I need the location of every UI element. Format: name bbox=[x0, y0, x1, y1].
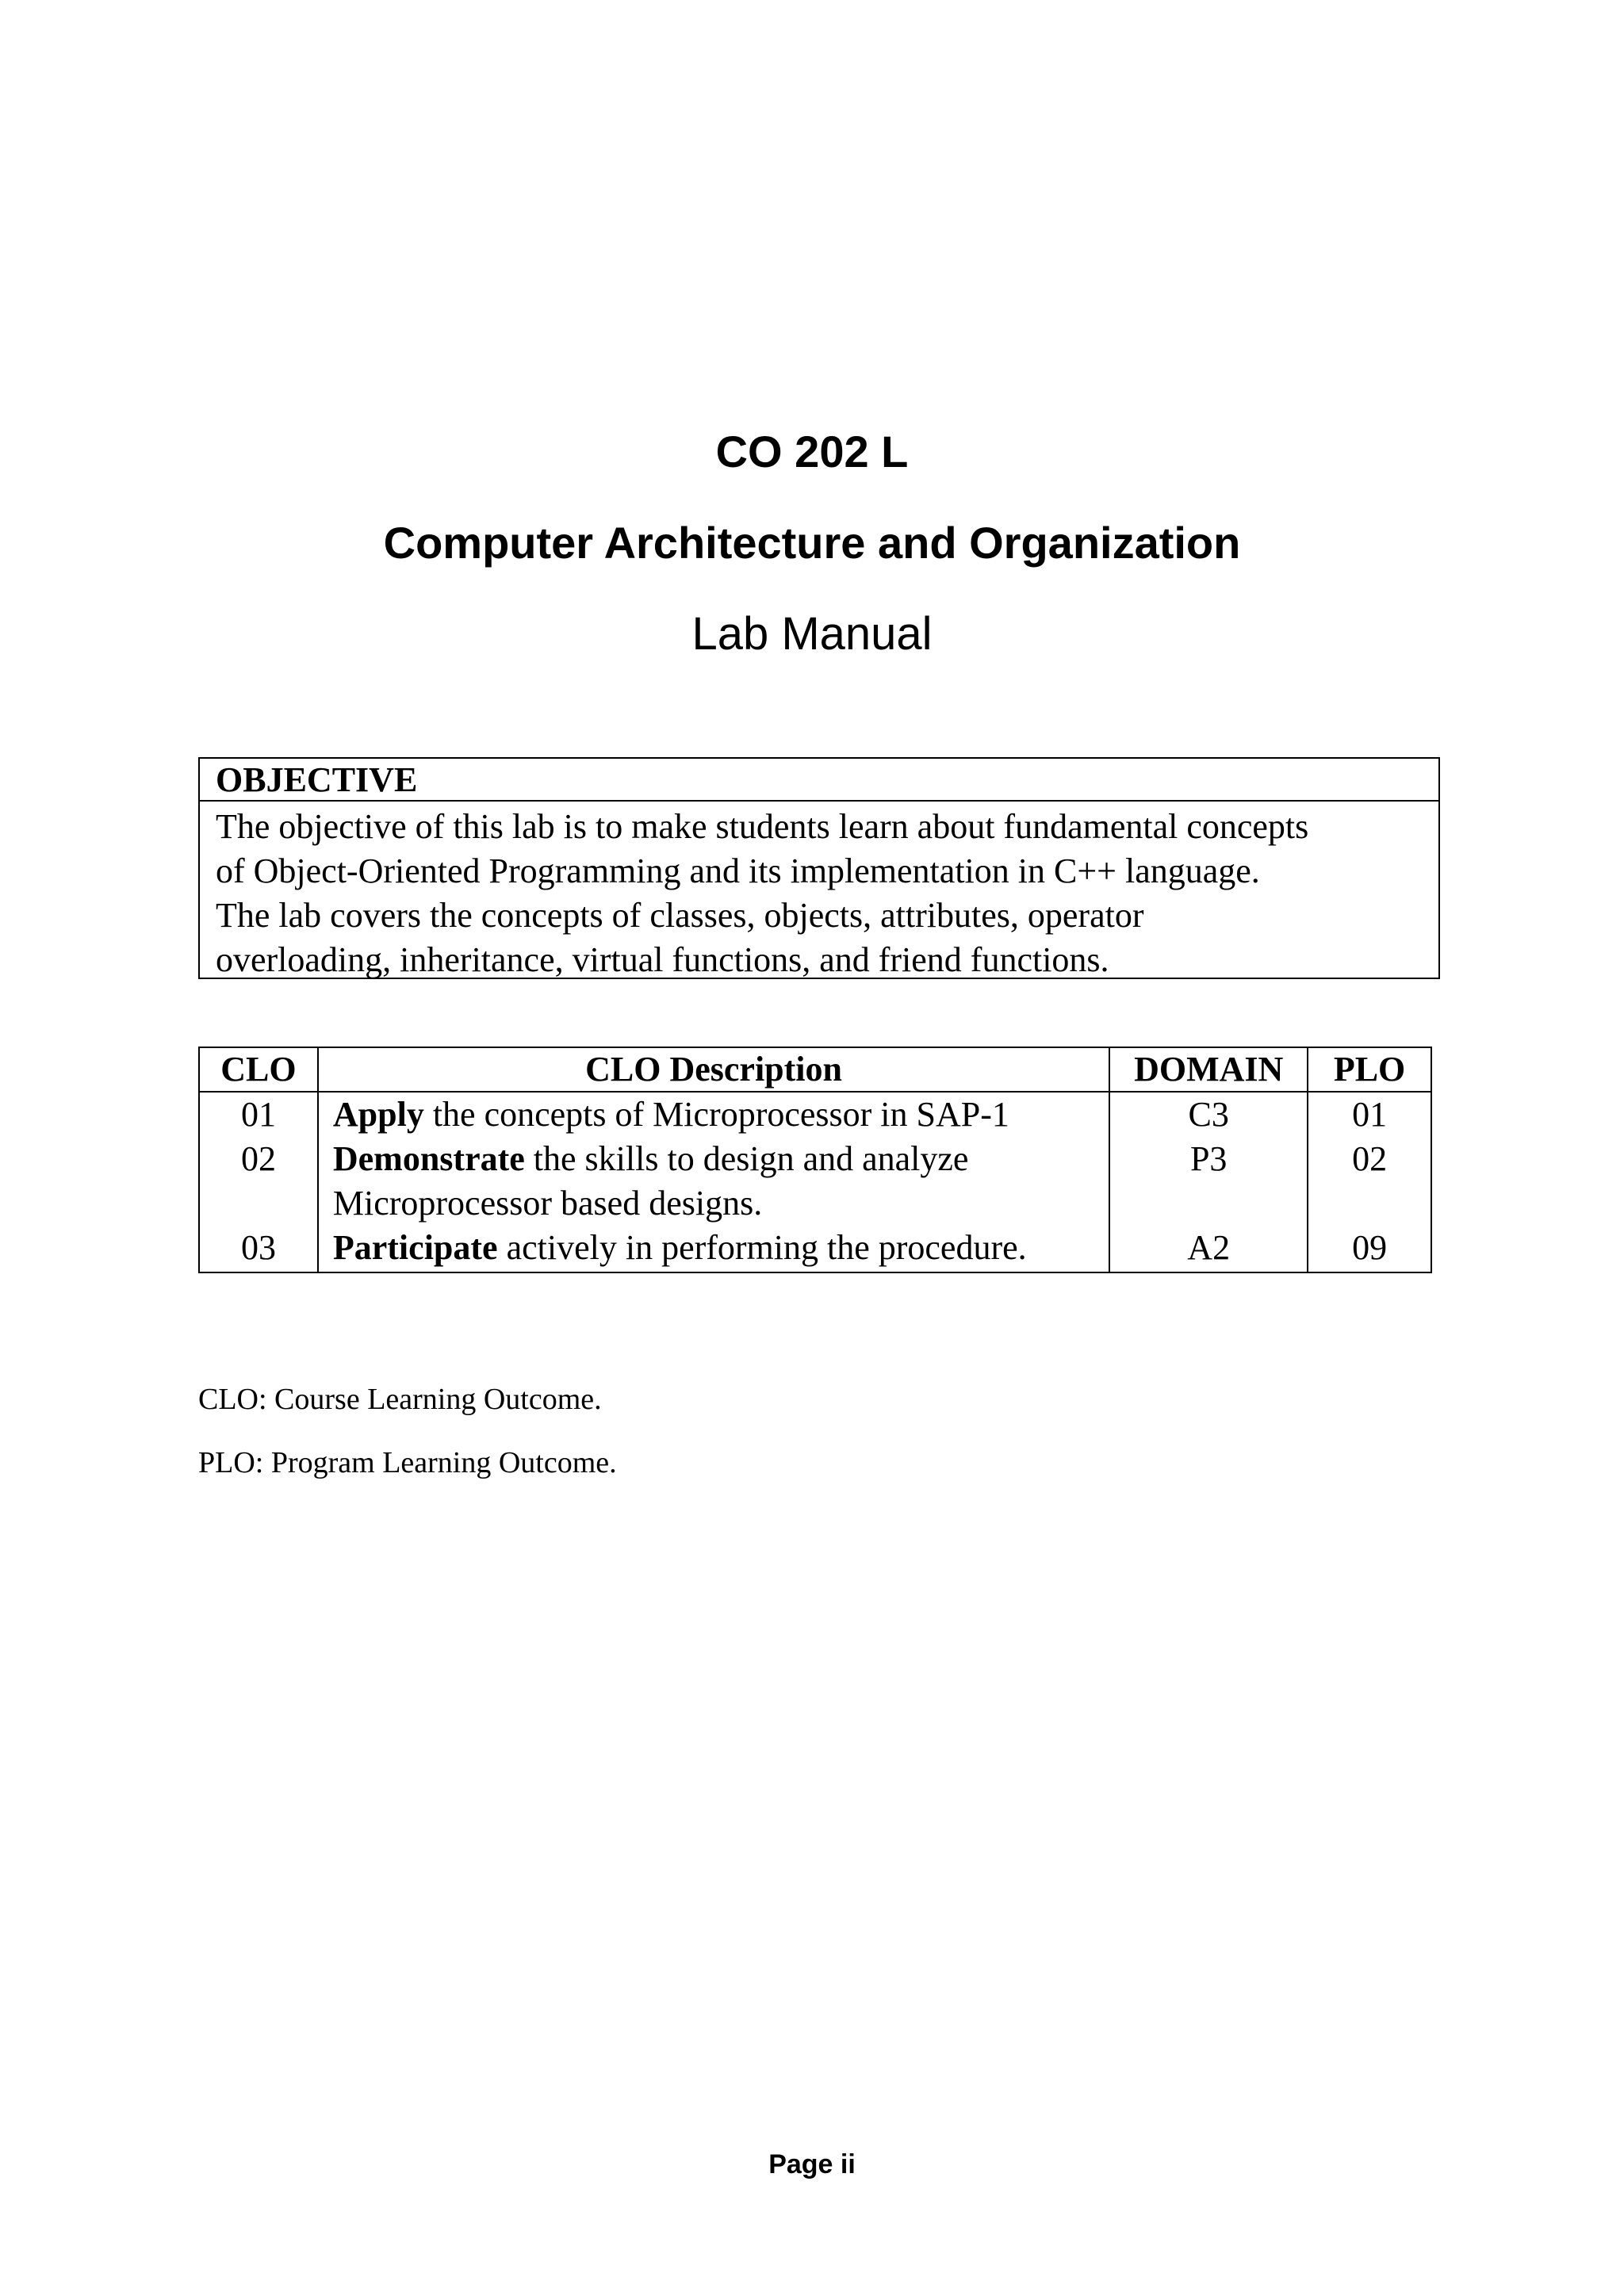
objective-line: The objective of this lab is to make students learn about fundamental concepts bbox=[216, 807, 1309, 846]
clo-description-text: the concepts of Microprocessor in SAP-1 bbox=[423, 1095, 1009, 1134]
clo-verb: Apply bbox=[332, 1095, 424, 1134]
table-header-row bbox=[199, 1047, 1431, 1092]
document-type: Lab Manual bbox=[691, 608, 933, 660]
objective-line: overloading, inheritance, virtual functions, and friend functions. bbox=[216, 940, 1109, 979]
course-code: CO 202 L bbox=[715, 427, 909, 476]
clo-description-text: actively in performing the procedure. bbox=[497, 1228, 1027, 1267]
clo-description bbox=[318, 1092, 1109, 1137]
clo-description-text: the skills to design and analyze Microprocessor based designs. bbox=[332, 1139, 969, 1223]
header-domain: DOMAIN bbox=[1109, 1047, 1308, 1092]
clo-number: 03 bbox=[199, 1226, 318, 1272]
clo-table bbox=[198, 1047, 1432, 1273]
header-clo: CLO bbox=[199, 1047, 318, 1092]
clo-description bbox=[318, 1226, 1109, 1272]
clo-verb: Demonstrate bbox=[332, 1139, 525, 1178]
table-row bbox=[199, 1137, 1431, 1226]
clo-plo: 01 bbox=[1308, 1092, 1431, 1137]
clo-description bbox=[318, 1137, 1109, 1226]
objective-box bbox=[198, 757, 1440, 979]
objective-line: of Object-Oriented Programming and its implementation in C++ language. bbox=[216, 851, 1260, 890]
header-plo: PLO bbox=[1308, 1047, 1431, 1092]
clo-plo: 02 bbox=[1308, 1137, 1431, 1226]
page-number: Page ii bbox=[768, 2149, 856, 2179]
clo-plo: 09 bbox=[1308, 1226, 1431, 1272]
header-clo-description: CLO Description bbox=[318, 1047, 1109, 1092]
table-row bbox=[199, 1226, 1431, 1272]
clo-number: 01 bbox=[199, 1092, 318, 1137]
clo-domain: P3 bbox=[1109, 1137, 1308, 1226]
clo-verb: Participate bbox=[332, 1228, 498, 1267]
clo-domain: C3 bbox=[1109, 1092, 1308, 1137]
plo-definition-note: PLO: Program Learning Outcome. bbox=[198, 1446, 617, 1479]
course-title: Computer Architecture and Organization bbox=[383, 518, 1241, 568]
objective-text bbox=[200, 802, 1438, 982]
clo-domain: A2 bbox=[1109, 1226, 1308, 1272]
clo-number: 02 bbox=[199, 1137, 318, 1226]
objective-heading: OBJECTIVE bbox=[200, 759, 1438, 802]
table-row bbox=[199, 1092, 1431, 1137]
objective-line: The lab covers the concepts of classes, objects, attributes, operator bbox=[216, 896, 1144, 935]
clo-definition-note: CLO: Course Learning Outcome. bbox=[198, 1383, 602, 1416]
